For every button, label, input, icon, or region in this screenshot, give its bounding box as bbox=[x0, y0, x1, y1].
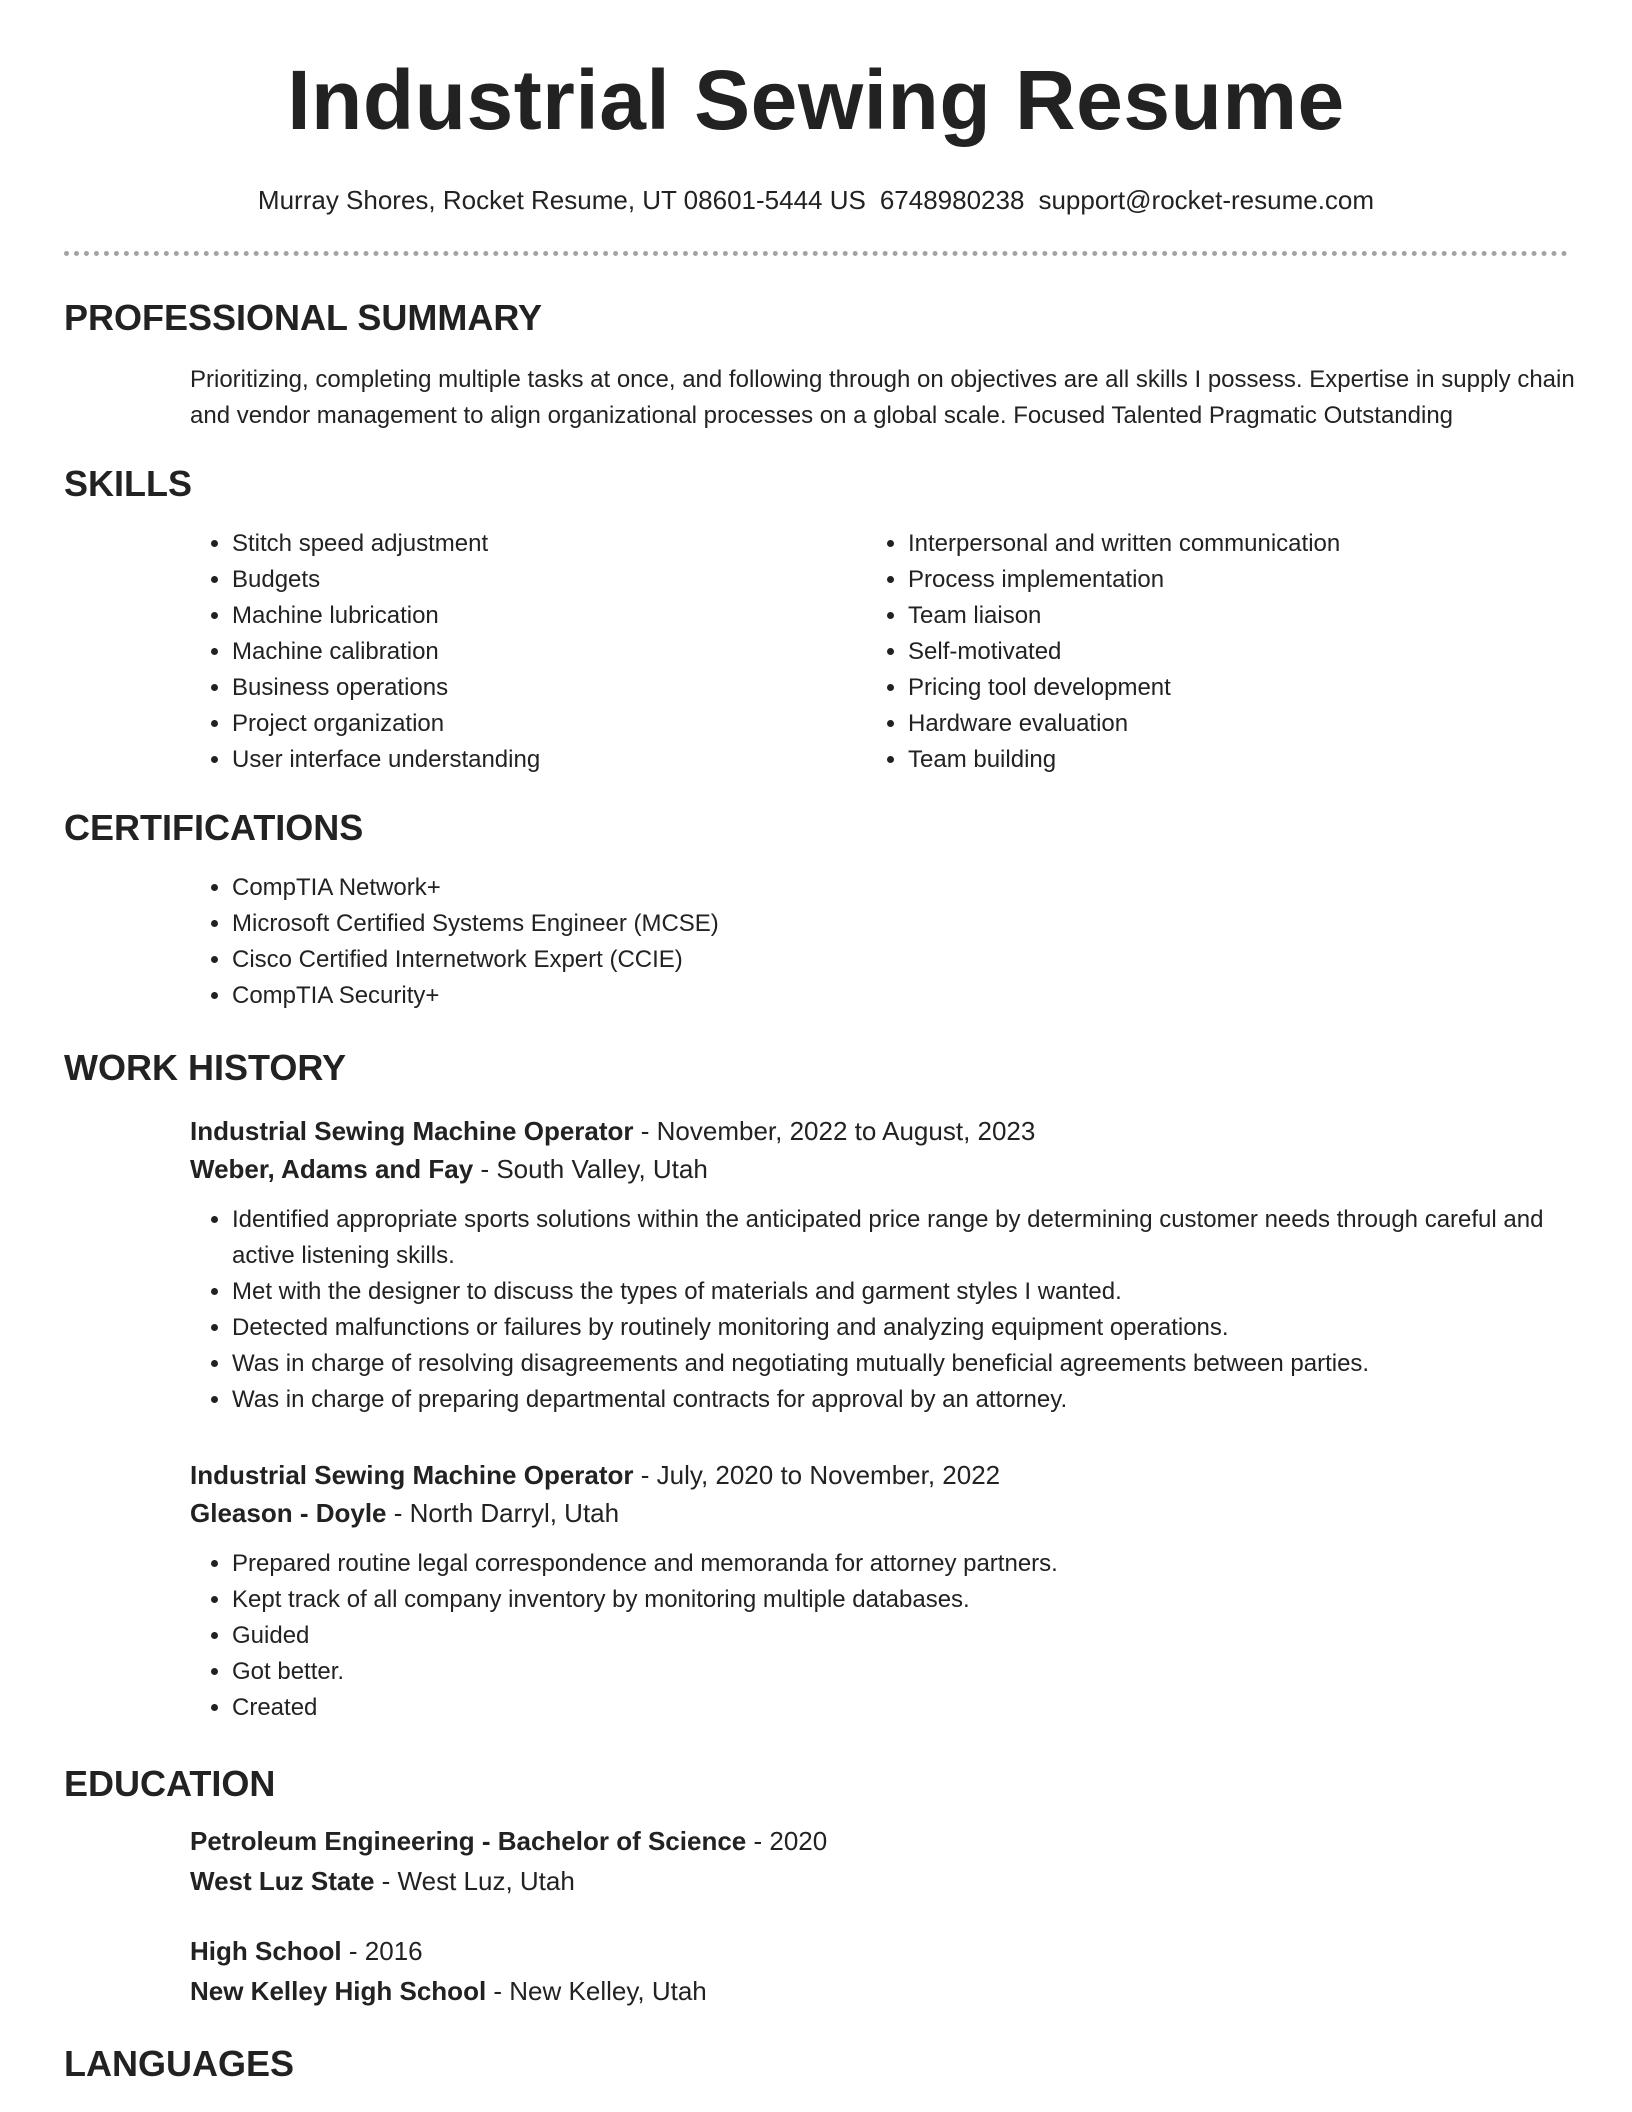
education-year: - 2020 bbox=[746, 1826, 828, 1856]
skill-item: • Hardware evaluation bbox=[908, 706, 1588, 742]
education-degree-line bbox=[190, 1932, 423, 1970]
job-company-line bbox=[190, 1150, 708, 1188]
certification-item: • Cisco Certified Internetwork Expert (CCIE) bbox=[232, 942, 1432, 978]
job-bullet: • Got better. bbox=[232, 1654, 1592, 1690]
certification-item: • CompTIA Security+ bbox=[232, 978, 1432, 1014]
education-degree: High School bbox=[190, 1936, 342, 1966]
summary-text: Prioritizing, completing multiple tasks at once, and following through on objectives are all skills I possess. Expertise in supply chain and vendor management to align organizational processes on a global scale. Focused Talented Pragmatic Outstanding bbox=[190, 366, 1575, 429]
skill-item: • Machine lubrication bbox=[232, 598, 852, 634]
job-dates: - July, 2020 to November, 2022 bbox=[633, 1460, 1001, 1490]
education-year: - 2016 bbox=[341, 1936, 423, 1966]
skill-item: • Business operations bbox=[232, 670, 852, 706]
job-company-line bbox=[190, 1494, 619, 1532]
job-bullets bbox=[188, 1202, 1592, 1418]
job-bullet: • Met with the designer to discuss the types of materials and garment styles I wanted. bbox=[232, 1274, 1592, 1310]
contact-address: Murray Shores, Rocket Resume, UT 08601-5444 US bbox=[257, 185, 866, 215]
skill-item: • Team liaison bbox=[908, 598, 1588, 634]
languages-heading: LANGUAGES bbox=[64, 2043, 295, 2084]
job-location: - South Valley, Utah bbox=[473, 1154, 708, 1184]
job-company: Weber, Adams and Fay bbox=[190, 1154, 474, 1184]
contact-line bbox=[0, 182, 1632, 218]
education-heading: EDUCATION bbox=[64, 1763, 276, 1804]
certification-item: • Microsoft Certified Systems Engineer (MCSE) bbox=[232, 906, 1432, 942]
skill-item: • Stitch speed adjustment bbox=[232, 526, 852, 562]
education-location: - New Kelley, Utah bbox=[486, 1976, 707, 2006]
header-divider bbox=[64, 251, 1568, 256]
job-title-line bbox=[190, 1112, 1035, 1150]
certifications-list bbox=[188, 870, 1432, 1014]
skills-heading: SKILLS bbox=[64, 463, 193, 504]
skill-item: • User interface understanding bbox=[232, 742, 852, 778]
skill-item: • Self-motivated bbox=[908, 634, 1588, 670]
summary-heading: PROFESSIONAL SUMMARY bbox=[64, 297, 543, 338]
education-degree-line bbox=[190, 1822, 827, 1860]
job-title: Industrial Sewing Machine Operator bbox=[190, 1116, 634, 1146]
contact-phone: 6748980238 bbox=[879, 185, 1025, 215]
skill-item: • Process implementation bbox=[908, 562, 1588, 598]
education-location: - West Luz, Utah bbox=[374, 1866, 575, 1896]
education-school: West Luz State bbox=[190, 1866, 375, 1896]
skill-item: • Pricing tool development bbox=[908, 670, 1588, 706]
job-company: Gleason - Doyle bbox=[190, 1498, 387, 1528]
job-location: - North Darryl, Utah bbox=[386, 1498, 620, 1528]
job-bullet: • Detected malfunctions or failures by routinely monitoring and analyzing equipment operations. bbox=[232, 1310, 1592, 1346]
job-title: Industrial Sewing Machine Operator bbox=[190, 1460, 634, 1490]
resume-title: Industrial Sewing Resume bbox=[287, 53, 1345, 147]
job-title-line bbox=[190, 1456, 1000, 1494]
certification-item: • CompTIA Network+ bbox=[232, 870, 1432, 906]
education-school-line bbox=[190, 1972, 707, 2010]
job-dates: - November, 2022 to August, 2023 bbox=[633, 1116, 1036, 1146]
education-degree: Petroleum Engineering - Bachelor of Science bbox=[190, 1826, 747, 1856]
job-bullet: • Identified appropriate sports solutions within the anticipated price range by determining customer needs through careful and active listening skills. bbox=[232, 1202, 1592, 1274]
job-bullet: • Kept track of all company inventory by monitoring multiple databases. bbox=[232, 1582, 1592, 1618]
job-bullet: • Created bbox=[232, 1690, 1592, 1726]
skills-list-left bbox=[188, 526, 852, 778]
contact-email: support@rocket-resume.com bbox=[1038, 185, 1375, 215]
skill-item: • Interpersonal and written communication bbox=[908, 526, 1588, 562]
job-bullet: • Was in charge of preparing departmental contracts for approval by an attorney. bbox=[232, 1382, 1592, 1418]
skill-item: • Budgets bbox=[232, 562, 852, 598]
job-bullet: • Was in charge of resolving disagreements and negotiating mutually beneficial agreements between parties. bbox=[232, 1346, 1592, 1382]
skill-item: • Project organization bbox=[232, 706, 852, 742]
certifications-heading: CERTIFICATIONS bbox=[64, 807, 364, 848]
education-school: New Kelley High School bbox=[190, 1976, 487, 2006]
job-bullet: • Guided bbox=[232, 1618, 1592, 1654]
skill-item: • Team building bbox=[908, 742, 1588, 778]
job-bullets bbox=[188, 1546, 1592, 1726]
work-history-heading: WORK HISTORY bbox=[64, 1047, 347, 1088]
skills-list-right bbox=[864, 526, 1588, 778]
education-school-line bbox=[190, 1862, 575, 1900]
job-bullet: • Prepared routine legal correspondence and memoranda for attorney partners. bbox=[232, 1546, 1592, 1582]
skill-item: • Machine calibration bbox=[232, 634, 852, 670]
